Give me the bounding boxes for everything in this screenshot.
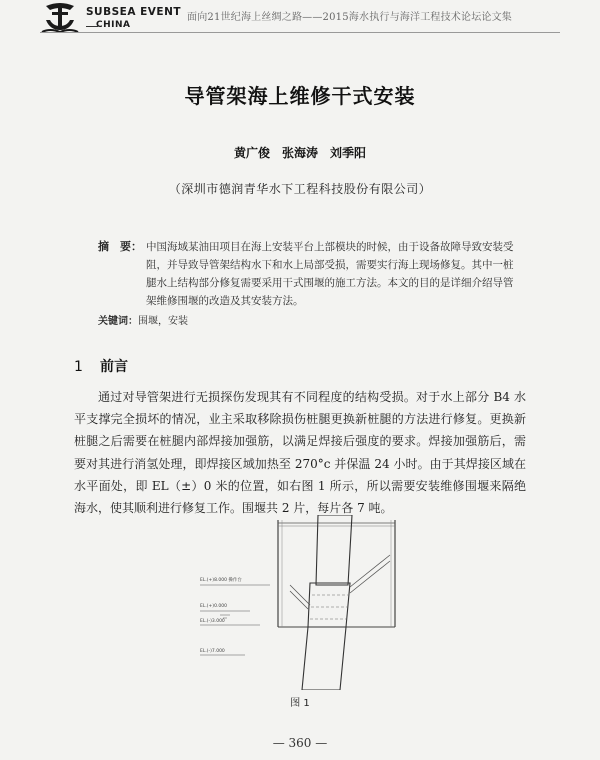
section-title: 前言 — [100, 359, 128, 375]
subsea-logo-icon — [40, 2, 80, 34]
keywords — [98, 312, 188, 327]
elevation-label: EL.(+)0.000 — [200, 604, 227, 609]
brand-subtitle: CHINA — [96, 20, 131, 30]
jacket-leg-lower — [302, 627, 346, 690]
elevation-label: EL.(+)8.000 操作台 — [200, 578, 242, 583]
header-rule — [40, 32, 560, 33]
figure-1-diagram — [190, 515, 450, 690]
figure-caption: 图 1 — [290, 698, 310, 709]
brand-name: SUBSEA EVENT — [86, 6, 182, 18]
abstract-label: 摘 要： — [98, 240, 142, 253]
paper-affiliation: （深圳市德润青华水下工程科技股份有限公司） — [168, 182, 432, 196]
page-header — [0, 0, 600, 40]
elevation-label: EL.(-)3.000 — [200, 619, 225, 624]
elevation-label: EL.(-)7.000 — [200, 649, 225, 654]
body-paragraph: 通过对导管架进行无损探伤发现其有不同程度的结构受损。对于水上部分 B4 水平支撑完全损坏的情况，业主采取移除损伤桩腿更换新桩腿的方法进行修复。更换新桩腿之后需要在桩腿内部焊接加强筋，以满足焊接后强度的要求。焊接加强筋后，需要对其进行消氢处理，即焊接区域加热至 270°c 并保温 24 小时。由于其焊接区域在水平面处，即 EL（±）0 米的位置，如右图 1 所示，所以需要安装维修围堰来隔绝海水，使其顺利进行修复工作。围堰共 2 片，每片各 7 吨。 — [74, 390, 526, 516]
repaired-segment — [308, 583, 350, 627]
running-head: 面向21世纪海上丝绸之路——2015海水执行与海洋工程技术论坛论文集 — [187, 12, 512, 23]
keywords-label: 关键词： — [98, 316, 138, 327]
page-number: — 360 — — [272, 736, 328, 750]
paper-title: 导管架海上维修干式安装 — [184, 84, 416, 108]
brace — [290, 585, 310, 605]
section-heading — [74, 356, 128, 376]
abstract-text: 中国海域某油田项目在海上安装平台上部模块的时候，由于设备故障导致安装受阻，并导致导管架结构水下和水上局部受损，需要实行海上现场修复。其中一桩腿水上结构部分修复需要采用干式围堰的施工方法。本文的目的是详细介绍导管架维修围堰的改造及其安装方法。 — [146, 241, 514, 307]
section-number: 1 — [74, 359, 83, 375]
paper-authors: 黄广俊 张海涛 刘季阳 — [233, 146, 366, 160]
jacket-leg-upper — [316, 515, 352, 585]
keywords-value: 围堰，安装 — [138, 316, 188, 327]
